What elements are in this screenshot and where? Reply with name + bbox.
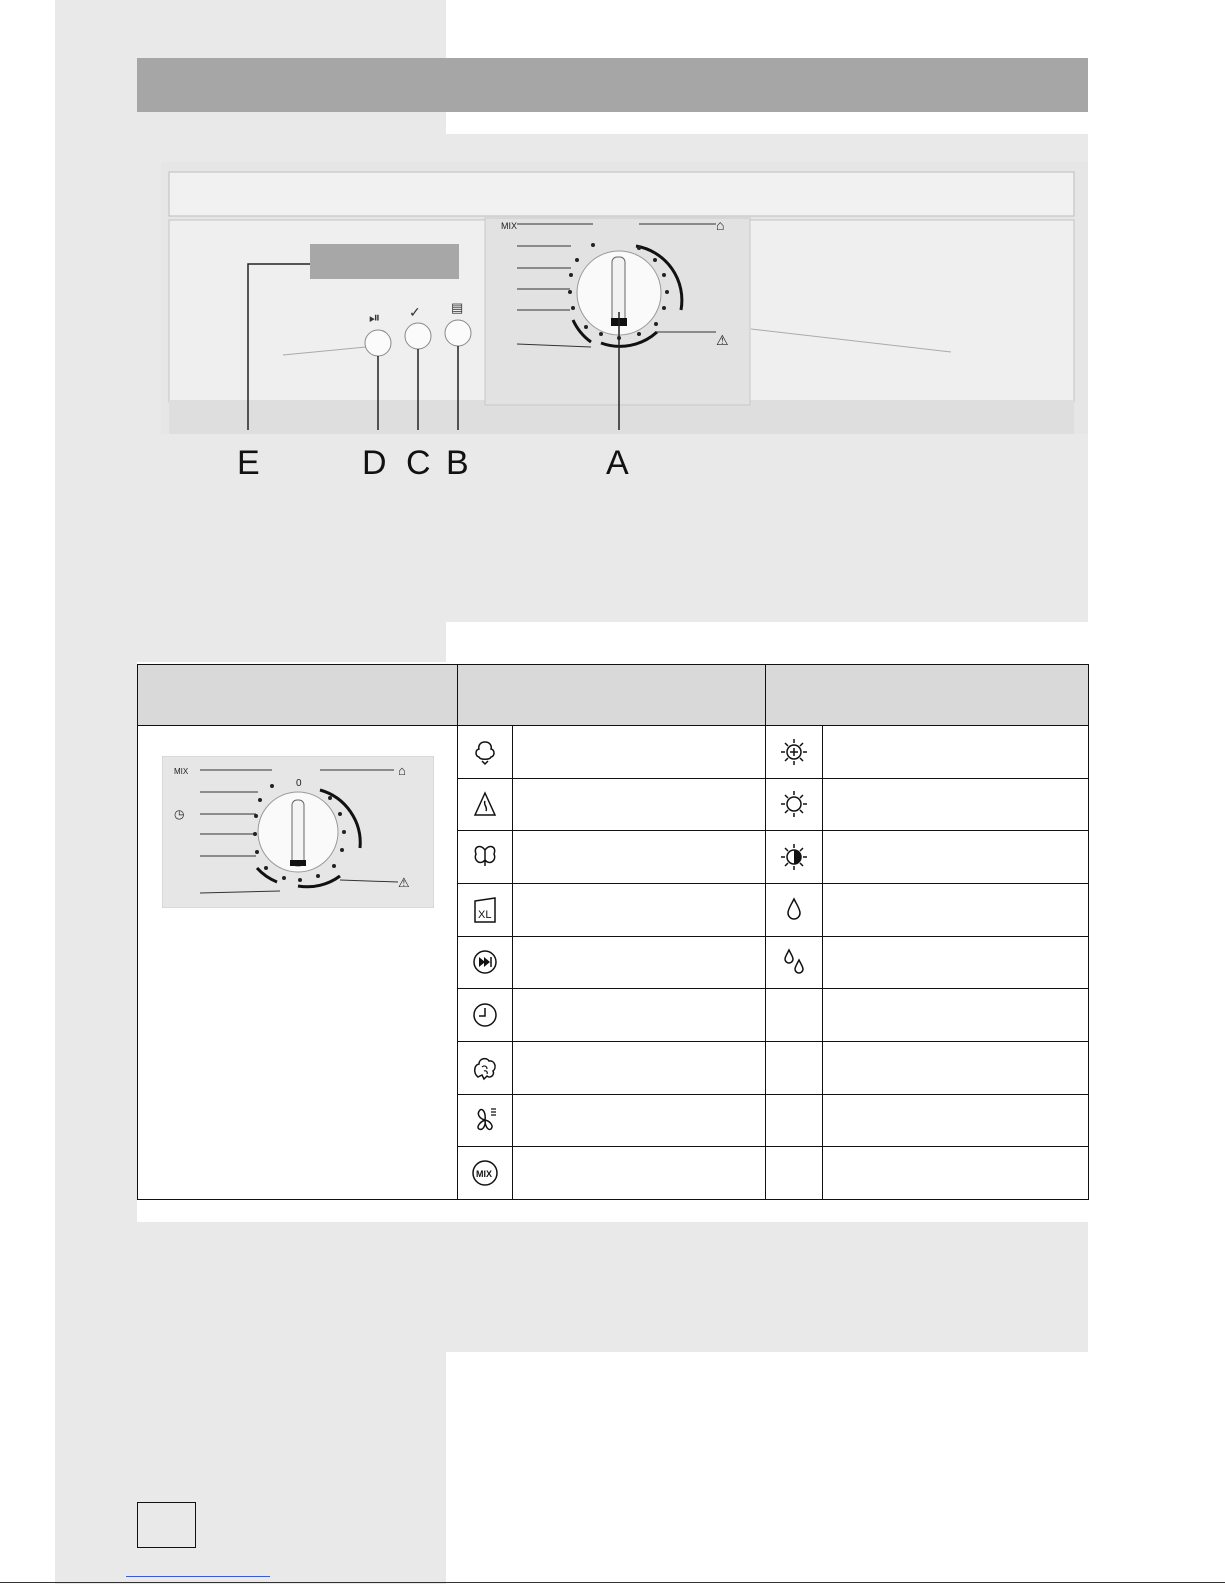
label-d: D — [362, 444, 387, 482]
wool-icon — [458, 1041, 513, 1094]
button-d — [365, 330, 391, 356]
sidebar-mid — [55, 134, 137, 1584]
timer-icon — [458, 989, 513, 1042]
empty-icon-cell — [766, 989, 823, 1042]
table-row — [138, 726, 1089, 779]
label-c: C — [406, 444, 431, 482]
fast-forward-icon — [458, 936, 513, 989]
programme-desc-5 — [513, 936, 766, 989]
programme-desc-8 — [513, 1094, 766, 1147]
label-a: A — [606, 444, 629, 482]
control-panel-drawing — [161, 162, 1088, 434]
programme-desc-7 — [513, 1041, 766, 1094]
sidebar-lower — [137, 1222, 1088, 1352]
svg-text:⏯: ⏯ — [369, 309, 381, 325]
dryness-desc-9 — [823, 1147, 1089, 1200]
sidebar-bottom — [137, 1352, 446, 1584]
dryness-desc-1 — [823, 726, 1089, 779]
two-drops-icon — [766, 936, 823, 989]
svg-text:⌂: ⌂ — [398, 763, 406, 778]
programme-table — [137, 664, 1089, 1200]
cotton-icon — [458, 726, 513, 779]
page-number-box — [137, 1502, 196, 1548]
label-b: B — [446, 444, 469, 482]
footer-rule — [0, 1582, 1225, 1583]
delicates-icon — [458, 831, 513, 884]
svg-text:MIX: MIX — [476, 1169, 493, 1180]
svg-text:◷: ◷ — [174, 807, 185, 821]
button-c — [405, 323, 431, 349]
programme-desc-4 — [513, 883, 766, 936]
footer-link-underline[interactable] — [126, 1576, 270, 1577]
dryness-desc-3 — [823, 831, 1089, 884]
header-cell-1 — [138, 665, 458, 726]
dryness-desc-5 — [823, 936, 1089, 989]
empty-icon-cell — [766, 1041, 823, 1094]
dryness-desc-6 — [823, 989, 1089, 1042]
svg-text:⚠: ⚠ — [716, 332, 729, 348]
mix-icon — [458, 1147, 513, 1200]
svg-text:MIX: MIX — [174, 767, 189, 776]
programme-desc-6 — [513, 989, 766, 1042]
sun-plus-icon — [766, 726, 823, 779]
sidebar-mid2 — [137, 622, 446, 662]
dial-illustration-cell — [138, 726, 458, 1200]
dryness-desc-2 — [823, 778, 1089, 831]
svg-text:MIX: MIX — [501, 221, 518, 231]
display-window — [310, 244, 459, 279]
programme-desc-1 — [513, 726, 766, 779]
empty-icon-cell — [766, 1147, 823, 1200]
programme-desc-3 — [513, 831, 766, 884]
label-e: E — [237, 444, 260, 482]
dryness-desc-7 — [823, 1041, 1089, 1094]
dryness-desc-8 — [823, 1094, 1089, 1147]
header-cell-3 — [766, 665, 1089, 726]
programme-dial-image — [162, 756, 434, 908]
section-header-bar — [137, 58, 1088, 112]
svg-text:XL: XL — [478, 908, 492, 921]
sun-icon — [766, 778, 823, 831]
svg-text:✓: ✓ — [409, 304, 421, 320]
svg-text:⌂: ⌂ — [716, 217, 725, 233]
dial-zero-mark: 0 — [296, 778, 302, 789]
sun-half-icon — [766, 831, 823, 884]
svg-text:▤: ▤ — [451, 300, 464, 315]
svg-text:⚠: ⚠ — [398, 875, 410, 890]
header-cell-2 — [458, 665, 766, 726]
xl-bag-icon — [458, 883, 513, 936]
programme-desc-2 — [513, 778, 766, 831]
programme-desc-9 — [513, 1147, 766, 1200]
synthetics-icon — [458, 778, 513, 831]
table-header-row — [138, 665, 1089, 726]
fan-icon — [458, 1094, 513, 1147]
empty-icon-cell — [766, 1094, 823, 1147]
dryness-desc-4 — [823, 883, 1089, 936]
drop-icon — [766, 883, 823, 936]
button-b — [445, 320, 471, 346]
control-panel-illustration — [161, 162, 1088, 434]
